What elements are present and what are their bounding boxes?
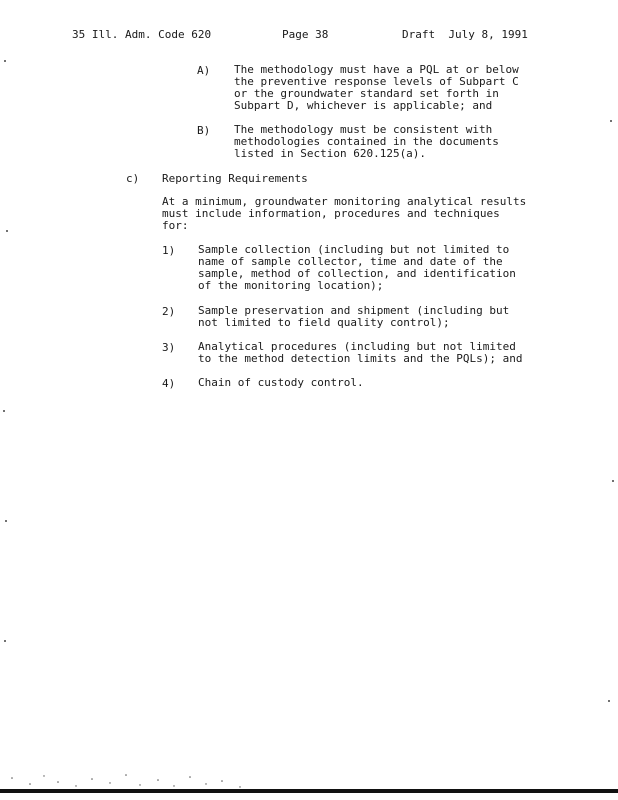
scan-speck (4, 60, 6, 62)
section-c-intro (162, 196, 526, 232)
item-a-line: Subpart D, whichever is applicable; and (234, 99, 493, 112)
scan-speck (6, 230, 8, 232)
header-page: Page 38 (282, 28, 329, 41)
item-b-line: The methodology must be consistent with (234, 123, 493, 136)
item-2-text (198, 305, 509, 329)
item-b-line: listed in Section 620.125(a). (234, 147, 427, 160)
item-a-marker: A) (197, 64, 211, 77)
section-c-title: Reporting Requirements (162, 172, 308, 185)
scan-speck (5, 520, 7, 522)
item-a-line: or the groundwater standard set forth in (234, 87, 499, 100)
item-4-marker: 4) (162, 377, 176, 390)
section-c-marker: c) (126, 172, 140, 185)
item-b-marker: B) (197, 124, 211, 137)
item-3-text (198, 341, 523, 365)
item-2-marker: 2) (162, 305, 176, 318)
scan-bottom-edge (0, 789, 618, 793)
item-3-marker: 3) (162, 341, 176, 354)
item-b-text (234, 124, 499, 160)
intro-line: At a minimum, groundwater monitoring analytical results (162, 195, 527, 208)
item-1-marker: 1) (162, 244, 176, 257)
scan-speck (4, 640, 6, 642)
header-draft: Draft July 8, 1991 (402, 28, 528, 41)
item-1-line: name of sample collector, time and date of the (198, 255, 503, 268)
item-a-line: the preventive response levels of Subpart C (234, 75, 519, 88)
item-1-line: Sample collection (including but not limited to (198, 243, 510, 256)
item-b-line: methodologies contained in the documents (234, 135, 499, 148)
item-1-line: of the monitoring location); (198, 279, 384, 292)
item-4-line: Chain of custody control. (198, 376, 364, 389)
scan-speck (3, 410, 5, 412)
scan-noise (0, 770, 260, 790)
item-a-text (234, 64, 519, 112)
scan-speck (608, 700, 610, 702)
item-1-line: sample, method of collection, and identification (198, 267, 516, 280)
header-code: 35 Ill. Adm. Code 620 (72, 28, 212, 41)
item-3-line: to the method detection limits and the PQLs); and (198, 352, 523, 365)
item-2-line: not limited to field quality control); (198, 316, 450, 329)
item-1-text (198, 244, 516, 292)
intro-line: must include information, procedures and techniques (162, 207, 500, 220)
item-3-line: Analytical procedures (including but not limited (198, 340, 516, 353)
scan-speck (610, 120, 612, 122)
item-a-line: The methodology must have a PQL at or below (234, 63, 519, 76)
item-2-line: Sample preservation and shipment (including but (198, 304, 510, 317)
scan-speck (612, 480, 614, 482)
intro-line: for: (162, 219, 189, 232)
item-4-text (198, 377, 364, 389)
